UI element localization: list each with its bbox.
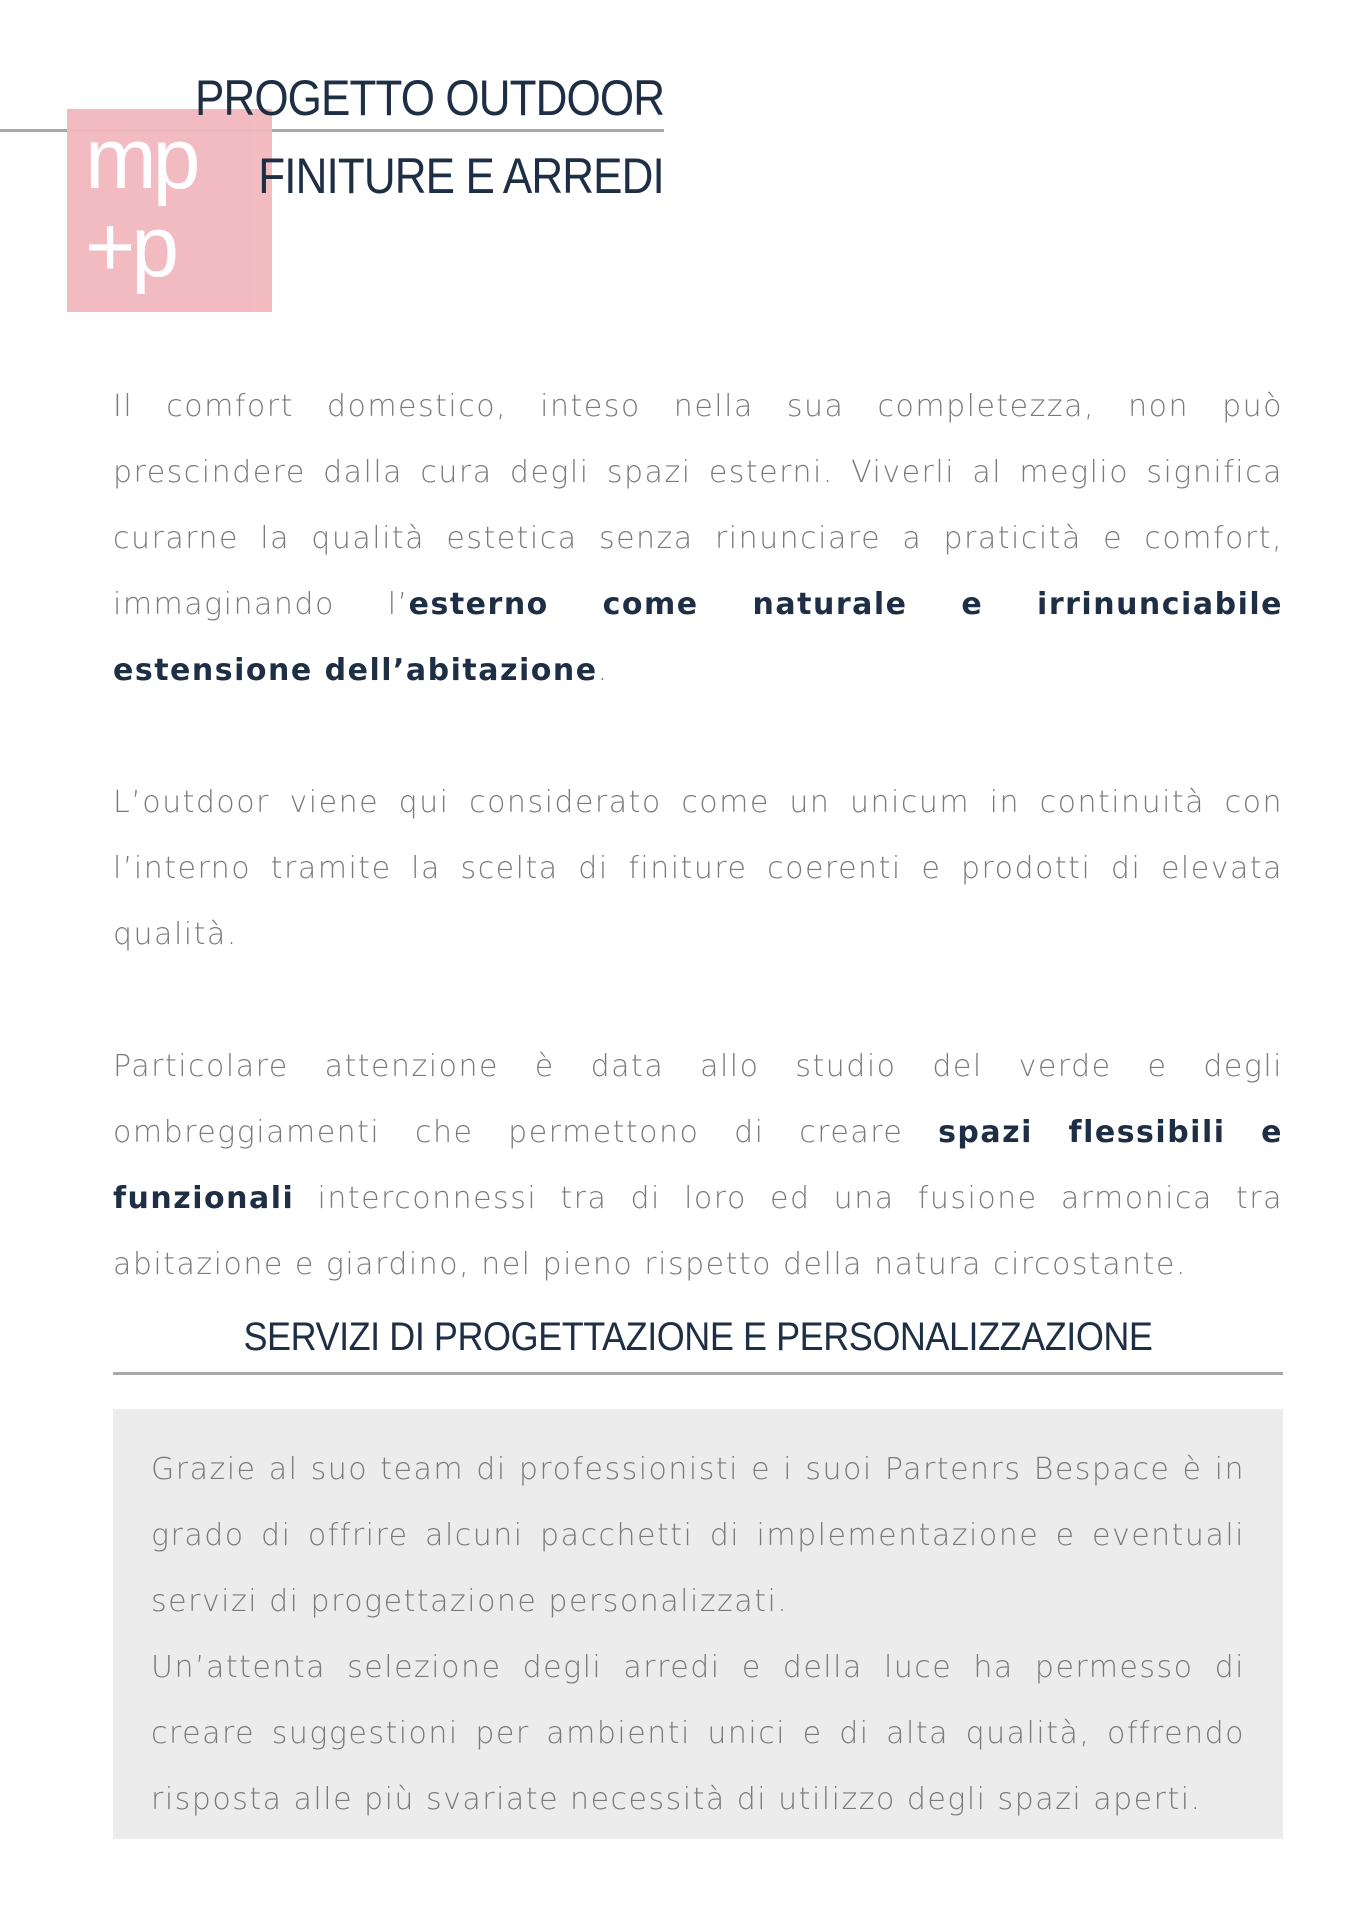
- brand-logo-text: [67, 109, 272, 312]
- intro-paragraph-1-highlight: esterno come naturale e irrinunciabile estensione dell’abitazione: [113, 587, 1283, 688]
- page-title-line-1: PROGETTO OUTDOOR: [194, 70, 664, 126]
- intro-section: [113, 374, 1283, 1364]
- services-box: [113, 1409, 1283, 1839]
- intro-paragraph-1-end: .: [597, 653, 609, 688]
- services-rule: [113, 1372, 1283, 1375]
- page-title-line-2: FINITURE E ARREDI: [258, 148, 664, 204]
- brand-logo: [67, 109, 272, 312]
- intro-paragraph-1: [113, 374, 1283, 704]
- intro-paragraph-2: L’outdoor viene qui considerato come un unicum in continuità con l’interno tramite la scelta di finiture coerenti e prodotti di elevata qualità.: [113, 785, 1283, 952]
- intro-paragraph-3-end: interconnessi tra di loro ed una fusione armonica tra abitazione e giardino, nel pieno rispetto della natura circostante.: [113, 1181, 1283, 1282]
- intro-paragraph-3-text: Particolare attenzione è data allo studio del verde e degli ombreggiamenti che permettono di creare: [113, 1049, 1283, 1150]
- services-heading: SERVIZI DI PROGETTAZIONE E PERSONALIZZAZIONE: [243, 1315, 1153, 1359]
- brand-logo-line-2: +p: [85, 199, 176, 295]
- intro-paragraph-3: [113, 1034, 1283, 1298]
- intro-paragraph-1-text: Il comfort domestico, inteso nella sua completezza, non può prescindere dalla cura degli spazi esterni. Viverli al meglio significa curarne la qualità estetica senza rinunciare a praticità e comfort, immaginando l’: [113, 389, 1283, 622]
- services-paragraph-2: Un’attenta selezione degli arredi e della luce ha permesso di creare suggestioni per ambienti unici e di alta qualità, offrendo risposta alle più svariate necessità di utilizzo degli spazi aperti.: [151, 1650, 1245, 1817]
- brand-logo-line-1: mp: [85, 111, 197, 207]
- services-paragraph-1: Grazie al suo team di professionisti e i suoi Partenrs Bespace è in grado di offrire alcuni pacchetti di implementazione e eventuali servizi di progettazione personalizzati.: [151, 1452, 1245, 1619]
- intro-paragraph-3-highlight: spazi flessibili e funzionali: [113, 1115, 1283, 1216]
